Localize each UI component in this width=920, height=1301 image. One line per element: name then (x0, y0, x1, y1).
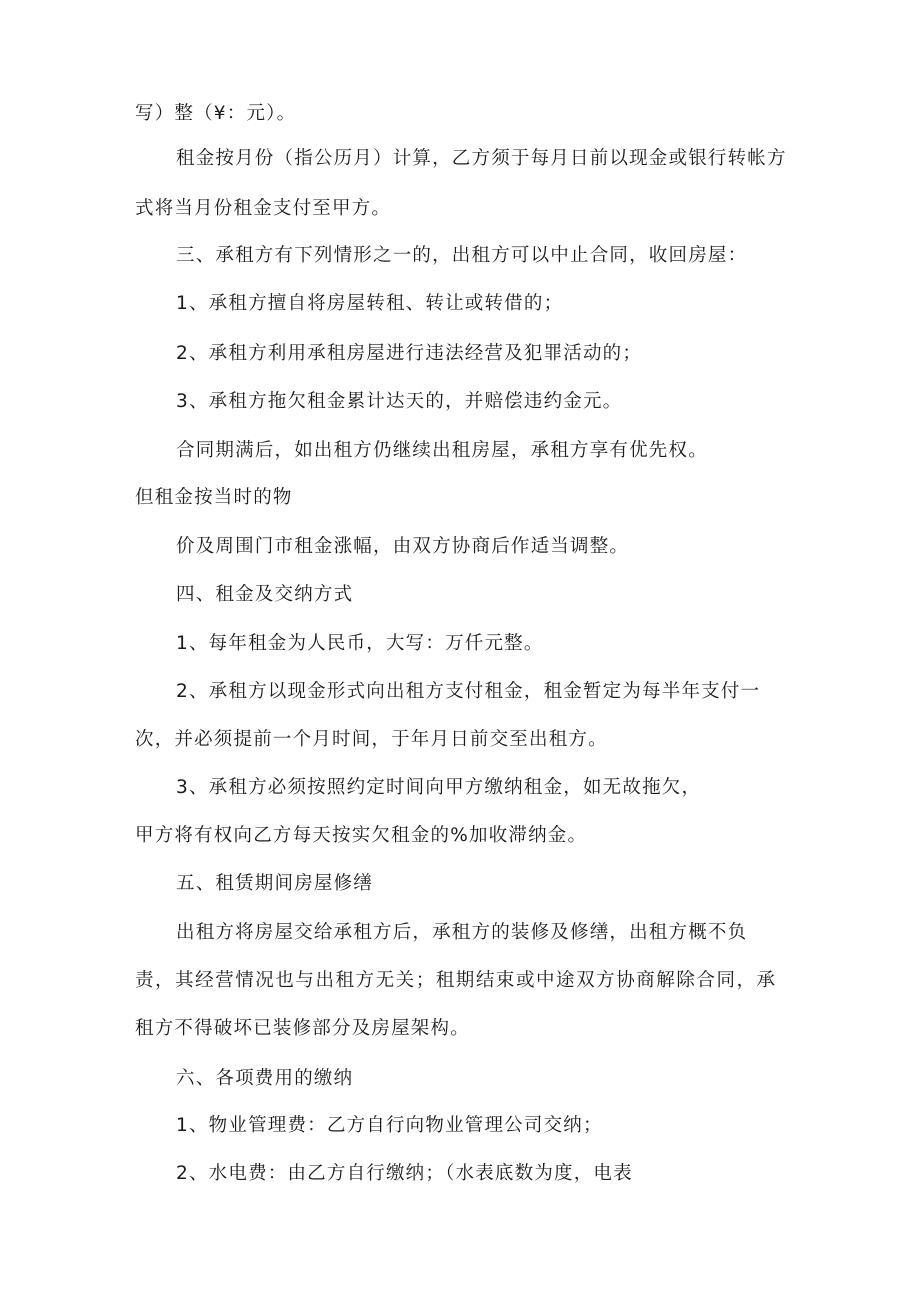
text-line-8: 合同期满后，如出租方仍继续出租房屋，承租方享有优先权。 (176, 440, 708, 461)
section-6-heading: 六、各项费用的缴纳 (176, 1068, 354, 1089)
text-line-14: 次，并必须提前一个月时间，于年月日前交至出租方。 (135, 729, 608, 750)
text-line-20: 租方不得破坏已装修部分及房屋架构。 (135, 1018, 470, 1039)
section-5-heading: 五、租赁期间房屋修缮 (176, 873, 374, 894)
text-line-10: 价及周围门市租金涨幅，由双方协商后作适当调整。 (176, 536, 630, 557)
text-line-13: 2、承租方以现金形式向出租方支付租金，租金暂定为每半年支付一 (176, 681, 761, 702)
section-4-heading: 四、租金及交纳方式 (176, 584, 354, 605)
text-line-5: 1、承租方擅自将房屋转租、转让或转借的； (176, 293, 564, 314)
text-line-6: 2、承租方利用承租房屋进行违法经营及犯罪活动的； (176, 343, 643, 364)
text-line-23: 2、水电费：由乙方自行缴纳；（水表底数为度，电表 (176, 1163, 633, 1184)
text-line-18: 出租方将房屋交给承租方后，承租方的装修及修缮，出租方概不负 (176, 922, 748, 943)
text-line-16: 甲方将有权向乙方每天按实欠租金的%加收滞纳金。 (135, 825, 588, 846)
text-line-3: 式将当月份租金支付至甲方。 (135, 198, 392, 219)
text-line-19: 责，其经营情况也与出租方无关；租期结束或中途双方协商解除合同，承 (135, 970, 777, 991)
text-line-12: 1、每年租金为人民币，大写：万仟元整。 (176, 633, 544, 654)
text-line-9: 但租金按当时的物 (135, 487, 293, 508)
text-line-22: 1、物业管理费：乙方自行向物业管理公司交纳； (176, 1115, 603, 1136)
text-line-1: 写）整（¥：元）。 (135, 103, 297, 124)
text-line-2: 租金按月份（指公历月）计算，乙方须于每月日前以现金或银行转帐方 (176, 148, 787, 169)
text-line-7: 3、承租方拖欠租金累计达天的，并赔偿违约金元。 (176, 391, 623, 412)
text-line-15: 3、承租方必须按照约定时间向甲方缴纳租金，如无故拖欠， (176, 777, 702, 798)
section-3-heading: 三、承租方有下列情形之一的，出租方可以中止合同，收回房屋： (176, 245, 748, 266)
